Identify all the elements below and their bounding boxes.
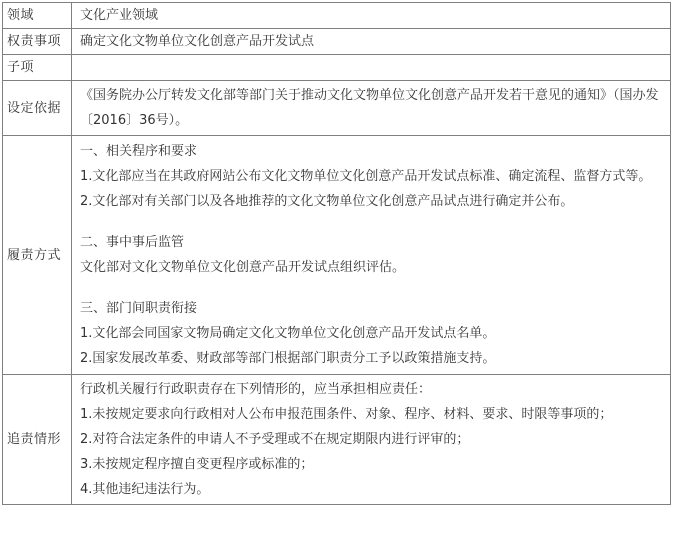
accountability-item: 3.未按规定程序擅自变更程序或标准的； [80,457,314,472]
section-heading: 一、相关程序和要求 [80,144,198,159]
spacer [80,280,664,296]
value-accountability [72,375,671,505]
label-domain: 领域 [3,3,72,29]
section-line: 1.文化部应当在其政府网站公布文化文物单位文化创意产品开发试点标准、确定流程、监督方式等。 [80,169,652,184]
spacer [80,214,664,230]
value-duty-method [72,136,671,375]
row-duty-method [3,136,671,375]
row-accountability [3,375,671,505]
duty-table [2,2,671,505]
accountability-intro: 行政机关履行行政职责存在下列情形的，应当承担相应责任： [80,382,432,397]
row-matter [3,29,671,55]
section-heading: 三、部门间职责衔接 [80,301,198,316]
section-line: 2.文化部对有关部门以及各地推荐的文化文物单位文化创意产品试点进行确定并公布。 [80,194,574,209]
value-basis: 《国务院办公厅转发文化部等部门关于推动文化文物单位文化创意产品开发若干意见的通知》（国办发〔2016〕36号）。 [72,81,671,136]
label-duty-method: 履责方式 [3,136,72,375]
section-heading: 二、事中事后监管 [80,235,185,250]
section-line: 2.国家发展改革委、财政部等部门根据部门职责分工予以政策措施支持。 [80,351,496,366]
row-subitem [3,55,671,81]
label-subitem: 子项 [3,55,72,81]
accountability-item: 2.对符合法定条件的申请人不予受理或不在规定期限内进行评审的； [80,432,470,447]
value-domain: 文化产业领域 [72,3,671,29]
accountability-item: 1.未按规定要求向行政相对人公布申报范围条件、对象、程序、材料、要求、时限等事项的； [80,407,613,422]
value-subitem [72,55,671,81]
row-domain [3,3,671,29]
label-basis: 设定依据 [3,81,72,136]
label-accountability: 追责情形 [3,375,72,505]
section-line: 1.文化部会同国家文物局确定文化文物单位文化创意产品开发试点名单。 [80,326,496,341]
value-matter: 确定文化文物单位文化创意产品开发试点 [72,29,671,55]
label-matter: 权责事项 [3,29,72,55]
accountability-item: 4.其他违纪违法行为。 [80,482,210,497]
row-basis [3,81,671,136]
section-line: 文化部对文化文物单位文化创意产品开发试点组织评估。 [80,260,406,275]
